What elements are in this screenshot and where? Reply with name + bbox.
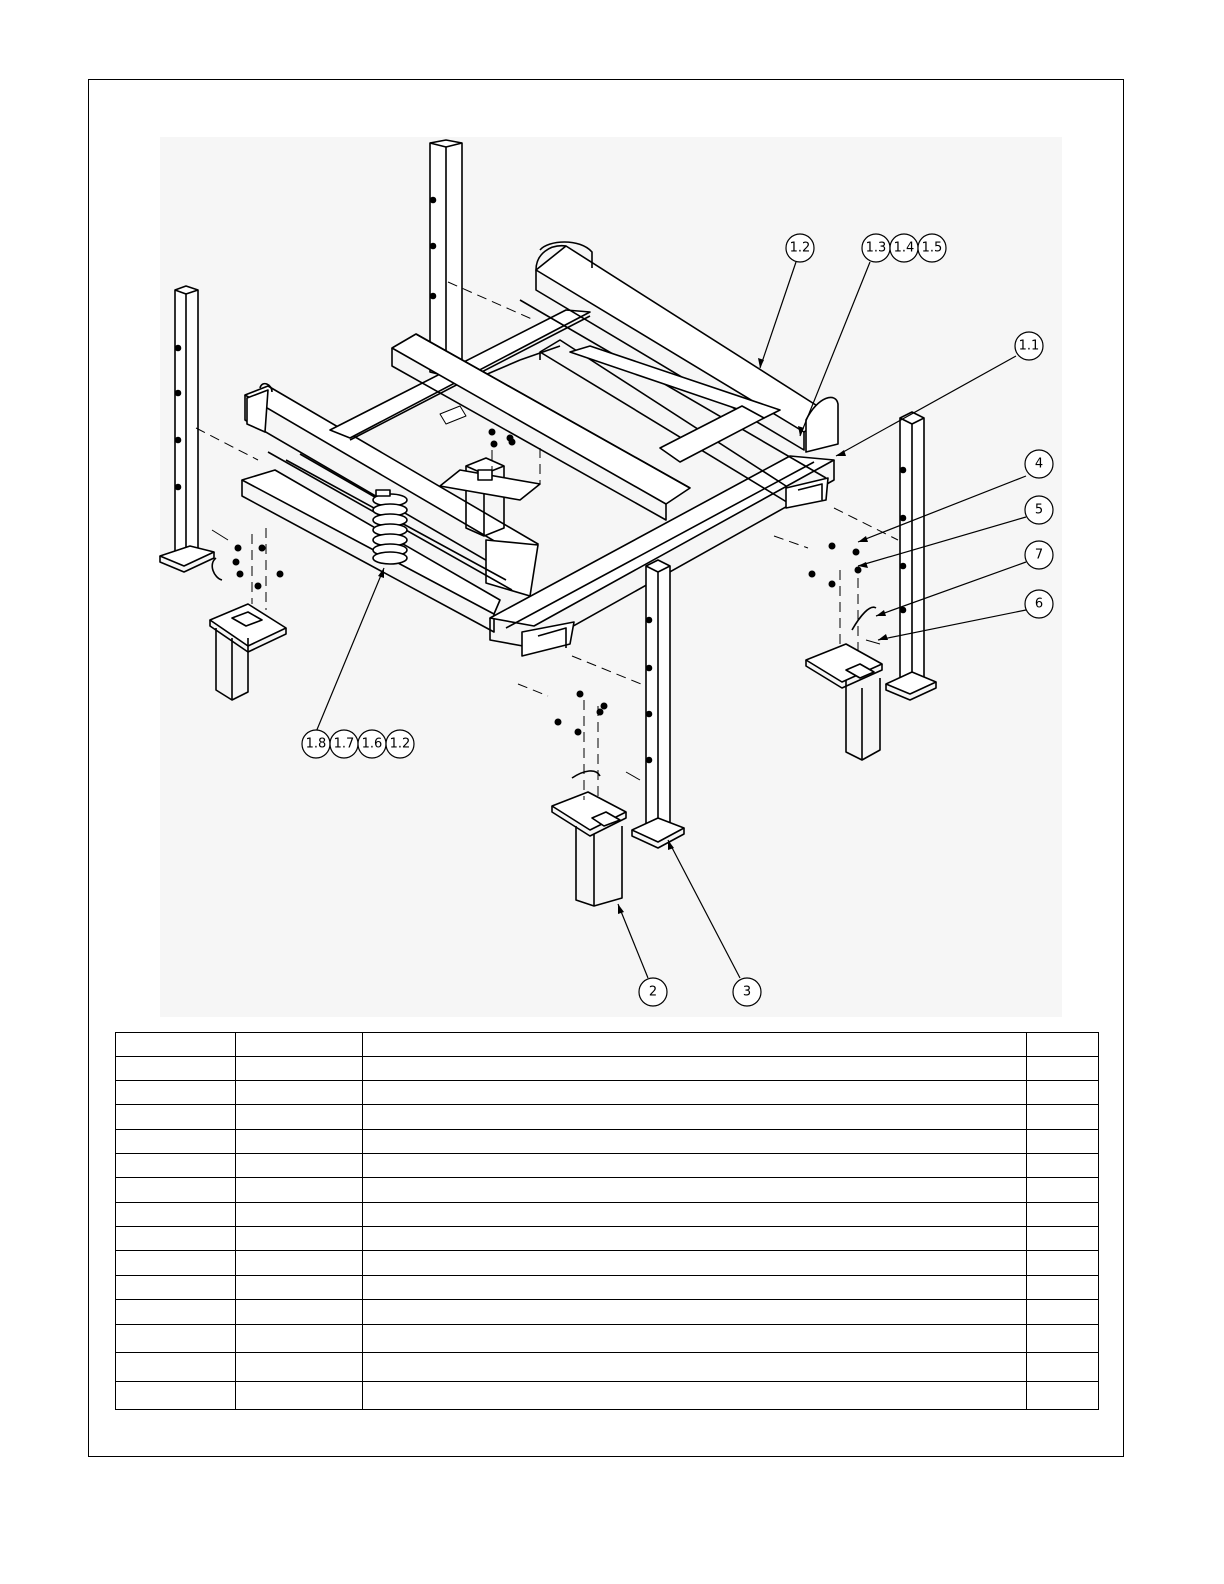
- table-cell: [236, 1203, 363, 1227]
- lift-frame: [242, 242, 838, 648]
- svg-text:3: 3: [742, 984, 752, 1000]
- table-row: [116, 1203, 1099, 1227]
- table-cell: [236, 1300, 363, 1325]
- balloon-6: [1025, 590, 1053, 618]
- table-cell: [116, 1130, 236, 1154]
- table-cell: [236, 1178, 363, 1203]
- svg-text:7: 7: [1034, 547, 1044, 563]
- table-cell: [1027, 1033, 1099, 1057]
- svg-text:6: 6: [1034, 596, 1044, 612]
- table-cell: [116, 1353, 236, 1382]
- front-center-post: [632, 560, 684, 848]
- svg-text:1.6: 1.6: [361, 736, 383, 752]
- table-cell: [363, 1033, 1027, 1057]
- svg-text:1.4: 1.4: [893, 240, 915, 256]
- fasteners-right: [809, 543, 880, 644]
- balloon-1-6: [358, 730, 386, 758]
- table-cell: [363, 1057, 1027, 1081]
- table-cell: [116, 1105, 236, 1130]
- coil-spring: [373, 490, 407, 564]
- fasteners-front: [555, 691, 640, 780]
- table-cell: [236, 1057, 363, 1081]
- balloon-1-7: [330, 730, 358, 758]
- table-cell: [116, 1300, 236, 1325]
- table-cell: [1027, 1300, 1099, 1325]
- balloon-2: [639, 978, 667, 1006]
- svg-text:4: 4: [1034, 456, 1044, 472]
- table-cell: [116, 1227, 236, 1251]
- table-cell: [363, 1105, 1027, 1130]
- table-cell: [116, 1382, 236, 1410]
- table-cell: [236, 1154, 363, 1178]
- table-row: [116, 1033, 1099, 1057]
- table-row: [116, 1353, 1099, 1382]
- right-socket-base: [806, 644, 882, 760]
- table-cell: [1027, 1276, 1099, 1300]
- rear-left-post: [430, 140, 462, 376]
- svg-text:2: 2: [648, 984, 658, 1000]
- table-row: [116, 1251, 1099, 1276]
- fasteners-left: [212, 530, 283, 589]
- table-cell: [363, 1081, 1027, 1105]
- table-row: [116, 1382, 1099, 1410]
- table-cell: [116, 1057, 236, 1081]
- table-cell: [363, 1130, 1027, 1154]
- table-row: [116, 1105, 1099, 1130]
- table-cell: [1027, 1353, 1099, 1382]
- balloon-1-2-top: [786, 234, 814, 262]
- svg-text:1.2: 1.2: [389, 736, 411, 752]
- table-cell: [116, 1081, 236, 1105]
- table-cell: [363, 1203, 1027, 1227]
- table-cell: [116, 1033, 236, 1057]
- table-row: [116, 1081, 1099, 1105]
- svg-text:1.7: 1.7: [333, 736, 355, 752]
- svg-text:5: 5: [1034, 502, 1044, 518]
- balloon-1-4: [890, 234, 918, 262]
- table-cell: [116, 1251, 236, 1276]
- table-cell: [1027, 1251, 1099, 1276]
- table-cell: [236, 1081, 363, 1105]
- table-cell: [236, 1325, 363, 1353]
- table-row: [116, 1300, 1099, 1325]
- table-cell: [1027, 1105, 1099, 1130]
- table-cell: [116, 1203, 236, 1227]
- table-cell: [1027, 1154, 1099, 1178]
- table-cell: [363, 1325, 1027, 1353]
- table-cell: [236, 1130, 363, 1154]
- svg-text:1.2: 1.2: [789, 240, 811, 256]
- table-cell: [236, 1251, 363, 1276]
- table-row: [116, 1276, 1099, 1300]
- table-cell: [236, 1276, 363, 1300]
- table-cell: [1027, 1325, 1099, 1353]
- table-cell: [363, 1300, 1027, 1325]
- table-cell: [116, 1178, 236, 1203]
- table-row: [116, 1154, 1099, 1178]
- table-cell: [363, 1353, 1027, 1382]
- front-socket-base: [552, 792, 626, 906]
- front-right-brackets: [522, 478, 828, 656]
- table-cell: [236, 1227, 363, 1251]
- balloon-1-5: [918, 234, 946, 262]
- table-cell: [236, 1382, 363, 1410]
- svg-text:1.5: 1.5: [921, 240, 943, 256]
- table-row: [116, 1130, 1099, 1154]
- balloon-7: [1025, 541, 1053, 569]
- svg-text:1.1: 1.1: [1018, 338, 1040, 354]
- table-cell: [236, 1353, 363, 1382]
- table-cell: [363, 1276, 1027, 1300]
- table-cell: [1027, 1227, 1099, 1251]
- table-cell: [1027, 1178, 1099, 1203]
- svg-text:1.3: 1.3: [865, 240, 887, 256]
- table-cell: [1027, 1130, 1099, 1154]
- balloon-3: [733, 978, 761, 1006]
- table-cell: [1027, 1081, 1099, 1105]
- balloon-1-2-bottom: [386, 730, 414, 758]
- table-cell: [236, 1105, 363, 1130]
- balloon-1-1: [1015, 332, 1043, 360]
- balloon-1-8: [302, 730, 330, 758]
- assembly-lines: [196, 282, 898, 800]
- table-cell: [363, 1154, 1027, 1178]
- parts-list-table: [115, 1032, 1099, 1410]
- svg-text:1.8: 1.8: [305, 736, 327, 752]
- table-row: [116, 1325, 1099, 1353]
- table-cell: [116, 1154, 236, 1178]
- table-cell: [363, 1251, 1027, 1276]
- left-socket-base: [210, 604, 286, 700]
- front-left-post: [160, 286, 214, 572]
- table-cell: [1027, 1203, 1099, 1227]
- table-cell: [116, 1325, 236, 1353]
- table-cell: [363, 1227, 1027, 1251]
- balloon-4: [1025, 450, 1053, 478]
- table-cell: [1027, 1057, 1099, 1081]
- table-cell: [363, 1382, 1027, 1410]
- table-row: [116, 1178, 1099, 1203]
- table-row: [116, 1057, 1099, 1081]
- table-cell: [116, 1276, 236, 1300]
- table-cell: [363, 1178, 1027, 1203]
- balloon-1-3: [862, 234, 890, 262]
- table-cell: [1027, 1382, 1099, 1410]
- table-cell: [236, 1033, 363, 1057]
- balloon-5: [1025, 496, 1053, 524]
- table-row: [116, 1227, 1099, 1251]
